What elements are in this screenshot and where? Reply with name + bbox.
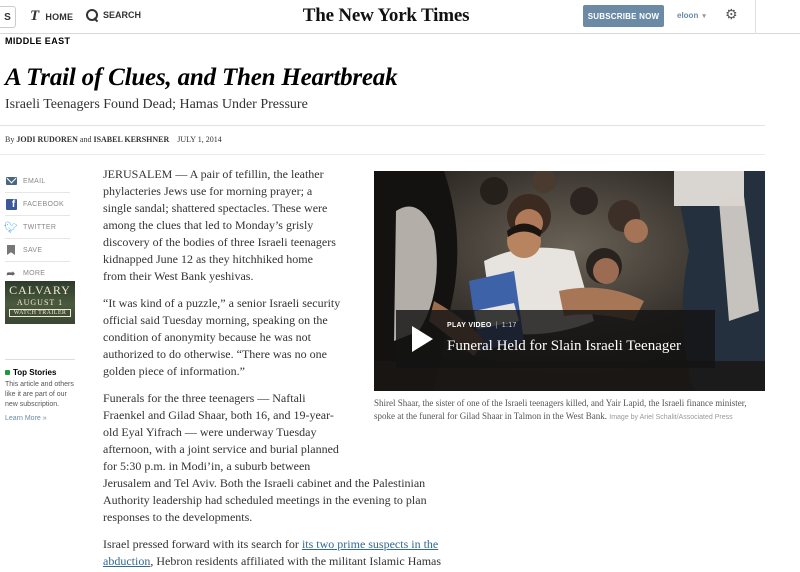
- text-run: , Hebron residents affiliated with the militant Islamic Hamas: [150, 554, 442, 568]
- text-line: condition of anonymity because he was not: [103, 330, 311, 344]
- caption-text: Shirel Shaar, the sister of one of the Israeli teenagers killed, and Yair Lapid, the Israeli finance minister, spoke at the funeral for Gilad Shaar in Talmon in the West Bank.: [374, 398, 747, 421]
- text-line: Funerals for the three teenagers — Naftali: [103, 391, 306, 405]
- home-label: HOME: [45, 11, 74, 22]
- share-email-button[interactable]: [5, 170, 70, 193]
- share-label: EMAIL: [23, 177, 46, 185]
- save-button[interactable]: [5, 239, 70, 262]
- publish-date: JULY 1, 2014: [177, 135, 222, 144]
- bookmark-icon: [5, 244, 17, 256]
- subscribe-button[interactable]: SUBSCRIBE NOW: [583, 5, 664, 27]
- photo-caption: [374, 397, 766, 424]
- author-link[interactable]: ISABEL KERSHNER: [93, 135, 170, 144]
- text-line: authorized to do otherwise. “There was no one: [103, 347, 327, 361]
- nyt-t-logo-icon: T: [30, 8, 40, 24]
- text-line: responses to the developments.: [103, 510, 253, 524]
- text-run: Israel pressed forward with its search for: [103, 537, 302, 551]
- twitter-icon: 🐦︎: [3, 220, 19, 234]
- top-stories-heading[interactable]: [5, 368, 75, 377]
- text-line: Jerusalem and Tel Aviv. Both the Israeli cabinet and the Palestinian: [103, 476, 426, 490]
- top-stories-title: Top Stories: [13, 368, 57, 377]
- text-line: for 5:30 p.m. in Modi’in, a suburb between: [103, 459, 311, 473]
- share-facebook-button[interactable]: [5, 193, 70, 216]
- learn-more-link[interactable]: Learn More »: [5, 415, 47, 422]
- top-stories-promo: [5, 368, 75, 422]
- share-label: MORE: [23, 270, 46, 277]
- square-bullet-icon: [5, 370, 10, 375]
- play-video-overlay[interactable]: [396, 310, 715, 368]
- share-arrow-icon: ➦: [6, 267, 16, 280]
- share-label: FACEBOOK: [23, 200, 64, 208]
- share-label: TWITTER: [23, 223, 57, 231]
- text-line: among the clues that led to Monday’s grisly: [103, 218, 314, 232]
- email-icon: [5, 175, 17, 187]
- byline-and: and: [79, 135, 92, 144]
- text-line: old Eyal Yifrach — were underway Tuesday: [103, 425, 317, 439]
- photo-credit: Image by Ariel Schalit/Associated Press: [609, 414, 733, 421]
- divider: [755, 0, 756, 34]
- share-label: SAVE: [23, 246, 43, 254]
- divider: [0, 125, 765, 126]
- text-line: “It was kind of a puzzle,” a senior Israeli security: [103, 296, 341, 310]
- divider: [5, 359, 75, 360]
- video-player[interactable]: [374, 171, 765, 391]
- byline: [5, 135, 222, 144]
- text-line: phylacteries Jews use for morning prayer; a: [103, 184, 313, 198]
- calvary-ad[interactable]: [5, 281, 75, 324]
- play-icon[interactable]: [412, 326, 433, 352]
- ad-date: AUGUST 1: [16, 298, 64, 307]
- share-twitter-button[interactable]: [5, 216, 70, 239]
- sections-label: S: [4, 11, 11, 23]
- divider: [0, 154, 765, 155]
- search-label: SEARCH: [103, 10, 142, 20]
- text-line: golden piece of information.”: [103, 364, 245, 378]
- text-line: official said Tuesday morning, speaking on the: [103, 313, 328, 327]
- play-video-label: [447, 322, 517, 329]
- text-line: single sandal; shattered spectacles. These were: [103, 201, 328, 215]
- text-line: [103, 553, 441, 570]
- share-tools: [5, 170, 70, 285]
- headline: A Trail of Clues, and Then Heartbreak: [5, 64, 398, 91]
- text-line: [103, 536, 441, 553]
- ad-title: CALVARY: [9, 283, 71, 297]
- top-stories-body: This article and others like it are part of our new subscription.: [5, 381, 74, 408]
- text-line: JERUSALEM — A pair of tefillin, the leather: [103, 167, 324, 181]
- suspects-link[interactable]: abduction: [103, 554, 151, 568]
- play-label: PLAY VIDEO: [447, 322, 492, 329]
- text-line: Fraenkel and Gilad Shaar, both 16, and 19-year-: [103, 408, 334, 422]
- suspects-link[interactable]: its two prime suspects in the: [301, 537, 439, 551]
- separator: |: [495, 322, 498, 329]
- chevron-down-icon: ▾: [702, 12, 706, 20]
- text-line: kidnapped June 12 as they hitchhiked home: [103, 252, 313, 266]
- subheadline: Israeli Teenagers Found Dead; Hamas Under Pressure: [5, 97, 308, 112]
- text-line: discovery of the bodies of three Israeli teenagers: [103, 235, 336, 249]
- author-link[interactable]: JODI RUDOREN: [16, 135, 78, 144]
- paragraph: [103, 536, 441, 570]
- video-duration: 1:17: [501, 322, 517, 329]
- gear-icon[interactable]: ⚙: [725, 7, 738, 23]
- watch-trailer-button[interactable]: WATCH TRAILER: [9, 309, 71, 317]
- facebook-icon: f: [5, 198, 17, 210]
- video-title: Funeral Held for Slain Israeli Teenager: [447, 338, 682, 354]
- user-menu[interactable]: [677, 11, 706, 20]
- text-line: Authority leadership had scheduled meetings in the evening to plan: [103, 493, 427, 507]
- masthead-logo[interactable]: The New York Times: [302, 5, 470, 26]
- text-line: afternoon, with a joint service and burial planned: [103, 442, 339, 456]
- user-name: eloon: [677, 11, 699, 20]
- text-line: from their West Bank yeshivas.: [103, 269, 254, 283]
- section-kicker[interactable]: MIDDLE EAST: [5, 36, 71, 46]
- top-bar: [0, 0, 800, 34]
- byline-prefix: By: [5, 135, 15, 144]
